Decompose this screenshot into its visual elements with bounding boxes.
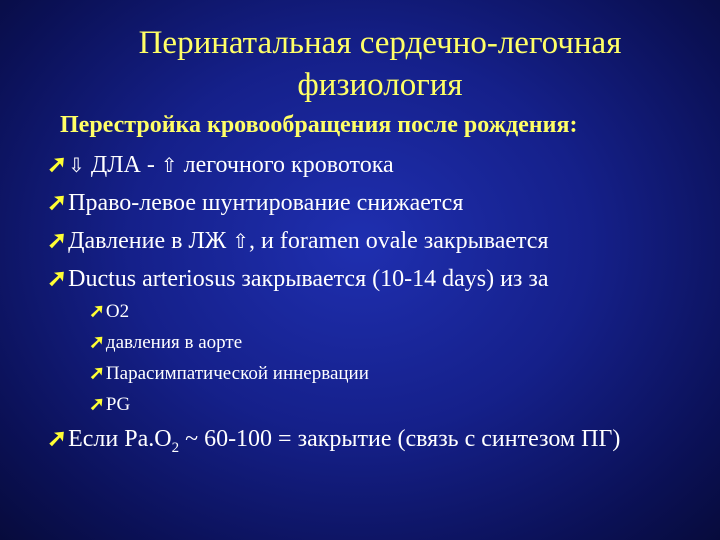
bullet-item: ➚Ductus arteriosus закрывается (10-14 days) из за bbox=[47, 266, 549, 292]
down-arrow-icon: ⇩ bbox=[68, 153, 85, 177]
up-arrow-icon: ⇧ bbox=[232, 229, 249, 253]
bullet-item: ➚⇩ ДЛА - ⇧ легочного кровотока bbox=[47, 152, 394, 178]
bullet-item: ➚Право-левое шунтирование снижается bbox=[47, 190, 464, 216]
diagonal-arrow-icon: ➚ bbox=[89, 301, 105, 322]
diagonal-arrow-icon: ➚ bbox=[89, 332, 105, 353]
bullet-item: ➚Давление в ЛЖ ⇧, и foramen ovale закрывается bbox=[47, 228, 549, 254]
slide-title: Перинатальная сердечно-легочная физиология bbox=[138, 25, 622, 103]
sub-bullet-item: ➚O2 bbox=[89, 301, 130, 322]
bullet-item: ➚Если $Pa.O_2$ ~ 60-100 = закрытие (связь с синтезом ПГ) bbox=[47, 426, 621, 456]
diagonal-arrow-icon: ➚ bbox=[89, 394, 105, 415]
sub-bullet-item: ➚Парасимпатической иннервации bbox=[89, 363, 369, 384]
diagonal-arrow-icon: ➚ bbox=[47, 266, 68, 292]
sub-bullet-item: ➚PG bbox=[89, 394, 131, 415]
slide-subtitle: Перестройка кровообращения после рождения: bbox=[60, 112, 578, 138]
sub-bullet-item: ➚давления в аорте bbox=[89, 332, 243, 353]
diagonal-arrow-icon: ➚ bbox=[47, 228, 68, 254]
diagonal-arrow-icon: ➚ bbox=[47, 152, 68, 178]
up-arrow-icon: ⇧ bbox=[160, 153, 178, 177]
diagonal-arrow-icon: ➚ bbox=[47, 426, 68, 452]
diagonal-arrow-icon: ➚ bbox=[89, 363, 105, 384]
diagonal-arrow-icon: ➚ bbox=[47, 190, 68, 216]
